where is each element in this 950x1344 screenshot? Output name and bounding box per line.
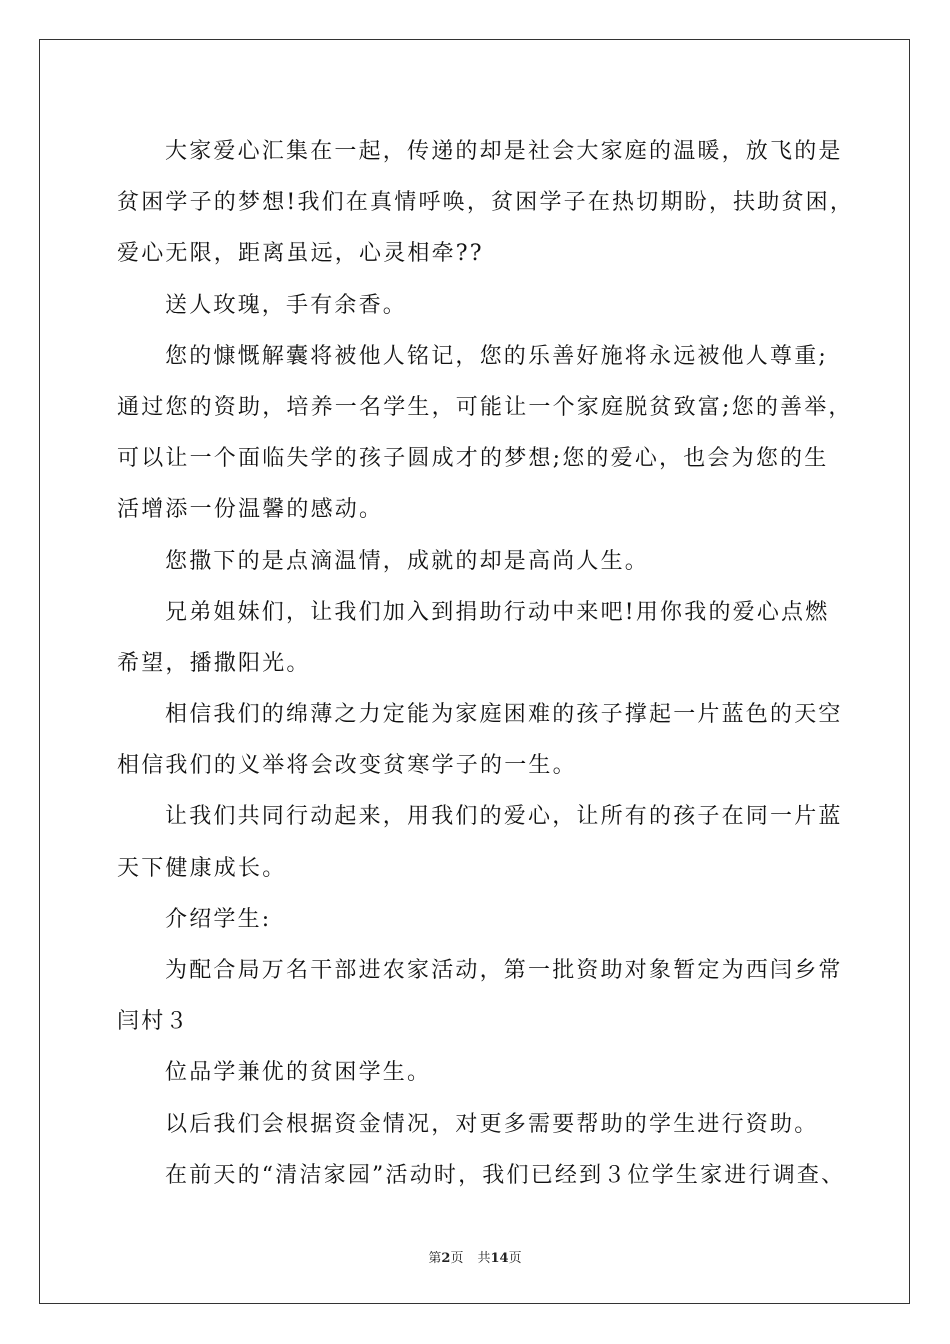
text-line: 天下健康成长。 — [117, 855, 287, 881]
text-line: 闫村３ — [117, 1009, 190, 1035]
text-line: 通过您的资助，培养一名学生，可能让一个家庭脱贫致富;您的善举， — [117, 394, 853, 420]
text-line: 介绍学生: — [165, 906, 272, 932]
text-line: 您撒下的是点滴温情，成就的却是高尚人生。 — [165, 548, 650, 574]
text-line: 兄弟姐妹们，让我们加入到捐助行动中来吧!用你我的爱心点燃 — [165, 599, 830, 625]
text-line: 以后我们会根据资金情况，对更多需要帮助的学生进行资助。 — [165, 1111, 819, 1137]
text-line: 您的慷慨解囊将被他人铭记，您的乐善好施将永远被他人尊重; — [165, 343, 829, 369]
text-line: 爱心无限，距离虽远，心灵相牵?? — [117, 241, 484, 267]
page-number: 第2页 — [428, 1251, 464, 1266]
total-pages: 共14页 — [477, 1251, 522, 1266]
text-line: 位品学兼优的贫困学生。 — [165, 1060, 432, 1086]
document-body — [117, 126, 855, 1201]
text-line: 大家爱心汇集在一起，传递的却是社会大家庭的温暖，放飞的是 — [165, 139, 843, 164]
text-line: 在前天的“清洁家园”活动时，我们已经到３位学生家进行调查、 — [165, 1162, 846, 1188]
text-line: 可以让一个面临失学的孩子圆成才的梦想;您的爱心，也会为您的生 — [117, 446, 829, 472]
text-line: 活增添一份温馨的感动。 — [117, 497, 384, 523]
text-line: 希望，播撒阳光。 — [117, 650, 311, 676]
text-line: 相信我们的义举将会改变贫寒学子的一生。 — [117, 753, 577, 779]
page-footer — [0, 1247, 950, 1266]
text-line: 为配合局万名干部进农家活动，第一批资助对象暂定为西闫乡常 — [165, 958, 843, 983]
text-line: 贫困学子的梦想!我们在真情呼唤，贫困学子在热切期盼，扶助贫困， — [117, 190, 855, 216]
text-line: 送人玫瑰，手有余香。 — [165, 292, 408, 318]
text-line: 相信我们的绵薄之力定能为家庭困难的孩子撑起一片蓝色的天空 — [165, 702, 843, 728]
text-line: 让我们共同行动起来，用我们的爱心，让所有的孩子在同一片蓝 — [165, 804, 843, 830]
